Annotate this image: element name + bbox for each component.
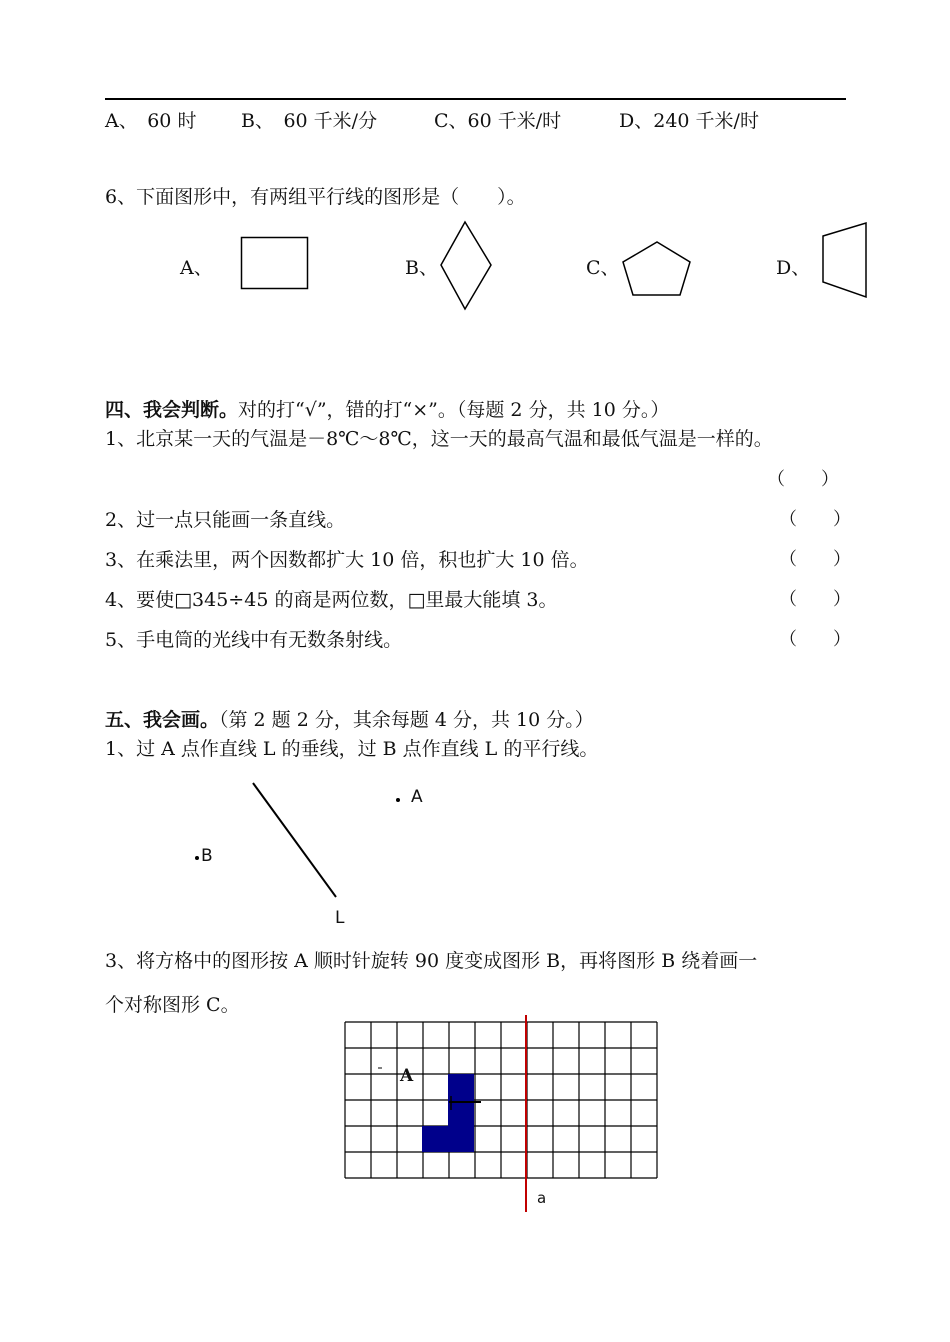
line-l-label: L — [335, 908, 345, 928]
point-b-label: B — [201, 846, 213, 866]
grid-lines — [345, 1022, 657, 1178]
s5-q3-line2: 个对称图形 C。 — [105, 994, 240, 1016]
point-b-dot — [195, 856, 199, 860]
grid-label-a: A — [400, 1066, 414, 1086]
rectangle-shape — [240, 236, 312, 292]
section5-instruction: （第 2 题 2 分，其余每题 4 分，共 10 分。） — [219, 709, 594, 731]
rotation-grid — [343, 1020, 663, 1220]
q6-label-d: D、 — [776, 257, 811, 279]
q6-label-b: B、 — [405, 257, 438, 279]
line-l — [250, 780, 340, 900]
judge-item-1: 1、北京某一天的气温是－8℃～8℃，这一天的最高气温和最低气温是一样的。 — [105, 428, 773, 450]
q6-label-c: C、 — [586, 257, 620, 279]
answer-paren-2[interactable]: （ ） — [779, 509, 851, 530]
point-a-dot — [396, 798, 400, 802]
judge-item-4: 4、要使□345÷45 的商是两位数，□里最大能填 3。 — [105, 589, 558, 611]
s5-q1-text: 1、过 A 点作直线 L 的垂线，过 B 点作直线 L 的平行线。 — [105, 738, 599, 760]
section4-heading: 四、我会判断。 — [105, 399, 239, 421]
q6-question: 6、下面图形中，有两组平行线的图形是（ ）。 — [105, 186, 526, 208]
q5-option-c: C、60 千米/时 — [434, 110, 562, 132]
section5-heading: 五、我会画。 — [105, 709, 220, 731]
section4-header — [105, 395, 669, 422]
q5-option-a: A、 60 时 — [105, 110, 197, 132]
answer-paren-1[interactable]: （ ） — [767, 469, 839, 490]
answer-paren-4[interactable]: （ ） — [779, 589, 851, 610]
section4-instruction: 对的打“√”，错的打“×”。（每题 2 分，共 10 分。） — [238, 399, 670, 421]
s5-q3-line1: 3、将方格中的图形按 A 顺时针旋转 90 度变成图形 B，再将图形 B 绕着画一 — [105, 950, 758, 972]
pentagon-shape — [620, 240, 694, 298]
shape-a — [422, 1074, 474, 1152]
judge-item-5: 5、手电筒的光线中有无数条射线。 — [105, 629, 403, 651]
trapezoid-shape — [818, 220, 870, 300]
q5-option-d: D、240 千米/时 — [619, 110, 759, 132]
section5-header — [105, 705, 594, 732]
rhombus-shape — [438, 220, 494, 312]
answer-paren-3[interactable]: （ ） — [779, 549, 851, 570]
answer-paren-5[interactable]: （ ） — [779, 629, 851, 650]
judge-item-3: 3、在乘法里，两个因数都扩大 10 倍，积也扩大 10 倍。 — [105, 549, 589, 571]
top-rule — [105, 98, 846, 100]
point-a-label: A — [411, 787, 423, 807]
q6-label-a: A、 — [180, 257, 213, 279]
q5-option-b: B、 60 千米/分 — [241, 110, 378, 132]
axis-label-a: a — [537, 1189, 547, 1207]
judge-item-2: 2、过一点只能画一条直线。 — [105, 509, 346, 531]
